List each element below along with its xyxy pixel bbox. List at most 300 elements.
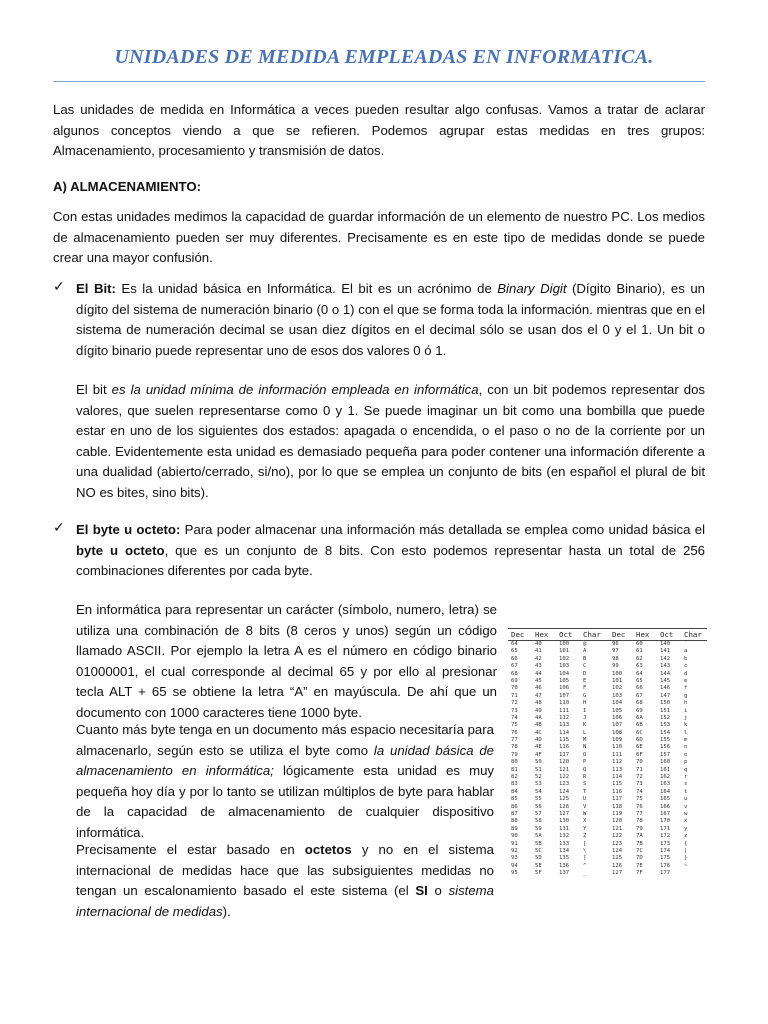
byte4-text-octetos: octetos bbox=[304, 842, 352, 857]
ascii-cell: 56 bbox=[535, 803, 542, 810]
ascii-cell: 73 bbox=[636, 781, 643, 788]
ascii-cell: 111 bbox=[612, 751, 623, 758]
ascii-cell: S bbox=[583, 781, 587, 788]
ascii-cell: 167 bbox=[660, 810, 671, 817]
ascii-cell: 46 bbox=[535, 685, 542, 692]
ascii-cell: j bbox=[684, 714, 688, 721]
ascii-header-cell: Dec bbox=[612, 630, 626, 639]
ascii-cell: 147 bbox=[660, 692, 671, 699]
byte3-text-1: Cuanto más byte tenga en un documento más espacio necesitaría para almacenarlo, según esto se utiliza el byte como bbox=[76, 722, 494, 758]
ascii-cell: 79 bbox=[511, 751, 518, 758]
ascii-cell: P bbox=[583, 759, 587, 766]
ascii-cell: 121 bbox=[559, 766, 570, 773]
ascii-cell: 63 bbox=[636, 663, 643, 670]
ascii-cell: i bbox=[684, 707, 688, 714]
ascii-table bbox=[508, 628, 707, 884]
ascii-cell: 65 bbox=[636, 677, 643, 684]
ascii-table-row bbox=[508, 863, 707, 870]
ascii-cell: 7C bbox=[636, 847, 643, 854]
ascii-cell: 7E bbox=[636, 862, 643, 869]
ascii-header-cell: Dec bbox=[511, 630, 525, 639]
byte4-text-1: Precisamente el estar basado en bbox=[76, 842, 305, 857]
ascii-cell: L bbox=[583, 729, 587, 736]
ascii-cell: 102 bbox=[612, 685, 623, 692]
ascii-cell: 164 bbox=[660, 788, 671, 795]
ascii-cell: 118 bbox=[612, 803, 623, 810]
byte-paragraph-3 bbox=[76, 720, 494, 843]
ascii-cell: 57 bbox=[535, 810, 542, 817]
ascii-header-cell: Char bbox=[684, 630, 702, 639]
ascii-cell: T bbox=[583, 788, 587, 795]
ascii-cell: 6A bbox=[636, 714, 643, 721]
ascii-cell: 6C bbox=[636, 729, 643, 736]
ascii-cell: 67 bbox=[636, 692, 643, 699]
ascii-table-row bbox=[508, 781, 707, 788]
bit2-text-italic: es la unidad mínima de información empleada en informática bbox=[111, 382, 479, 397]
ascii-cell: { bbox=[684, 840, 688, 847]
ascii-cell: g bbox=[684, 692, 688, 699]
byte-check-icon: ✓ bbox=[53, 520, 65, 536]
ascii-cell: 4D bbox=[535, 737, 542, 744]
ascii-cell: 6D bbox=[636, 737, 643, 744]
ascii-cell: 121 bbox=[612, 825, 623, 832]
ascii-text: En informática para representar un carácter (símbolo, numero, letra) se utiliza una combinación de 8 bits (8 ceros y unos) según un código llamado ASCII. Por ejemplo la letra A es el número en código binario 01000001, el cual corresponde al decimal 65 y por ello al presionar tecla ALT + 65 se obtiene la letra “A” en mayúscula. De ahí que un documento con 1000 caracteres tiene 1000 byte. bbox=[76, 602, 497, 720]
ascii-cell: _ bbox=[583, 870, 587, 877]
ascii-cell: 172 bbox=[660, 833, 671, 840]
ascii-table-row bbox=[508, 663, 707, 670]
ascii-cell: 106 bbox=[612, 714, 623, 721]
ascii-cell: 4B bbox=[535, 722, 542, 729]
ascii-cell: 113 bbox=[559, 722, 570, 729]
ascii-header-cell: Char bbox=[583, 630, 601, 639]
ascii-cell: 106 bbox=[559, 685, 570, 692]
byte-paragraph bbox=[76, 520, 705, 582]
ascii-cell: 45 bbox=[535, 677, 542, 684]
ascii-cell: 127 bbox=[559, 810, 570, 817]
ascii-cell: 98 bbox=[612, 655, 619, 662]
ascii-cell: 62 bbox=[636, 655, 643, 662]
bit-text-2: (Dígito Binario), es un dígito del sistema de numeración binario (0 o 1) con el que se forma toda la información. mientras que en el sistema de numeración decimal se usan diez dígitos en el decimal sólo se usan dos el 0 y el 1. Un bit o dígito binario puede representar uno de esos dos valores 0 ó 1. bbox=[76, 281, 705, 358]
ascii-cell: d bbox=[684, 670, 688, 677]
ascii-cell: 47 bbox=[535, 692, 542, 699]
ascii-cell: 152 bbox=[660, 714, 671, 721]
ascii-cell: 114 bbox=[559, 729, 570, 736]
ascii-cell: o bbox=[684, 751, 688, 758]
ascii-cell bbox=[681, 870, 705, 877]
ascii-cell: 51 bbox=[535, 766, 542, 773]
ascii-cell: 53 bbox=[535, 781, 542, 788]
bit-term: El Bit: bbox=[76, 281, 116, 296]
ascii-cell: 86 bbox=[511, 803, 518, 810]
ascii-cell: [ bbox=[583, 840, 587, 847]
ascii-cell: 88 bbox=[511, 818, 518, 825]
ascii-cell: 120 bbox=[559, 759, 570, 766]
ascii-cell: 134 bbox=[559, 847, 570, 854]
ascii-cell: 133 bbox=[559, 840, 570, 847]
ascii-cell: 173 bbox=[660, 840, 671, 847]
ascii-cell: 126 bbox=[612, 862, 623, 869]
ascii-table-row bbox=[508, 641, 707, 648]
ascii-cell: 122 bbox=[612, 833, 623, 840]
ascii-cell: b bbox=[684, 655, 688, 662]
ascii-table-row bbox=[508, 811, 707, 818]
ascii-cell: p bbox=[684, 759, 688, 766]
ascii-table-row bbox=[508, 759, 707, 766]
ascii-cell: 101 bbox=[559, 648, 570, 655]
ascii-cell: 119 bbox=[612, 810, 623, 817]
ascii-cell: 122 bbox=[559, 774, 570, 781]
ascii-cell: 52 bbox=[535, 774, 542, 781]
ascii-cell: 125 bbox=[612, 855, 623, 862]
ascii-cell: 60 bbox=[636, 641, 643, 647]
ascii-cell: 113 bbox=[612, 766, 623, 773]
ascii-cell: 142 bbox=[660, 655, 671, 662]
byte4-text-4: ). bbox=[222, 903, 231, 919]
ascii-cell: u bbox=[684, 796, 688, 803]
ascii-cell: 82 bbox=[511, 774, 518, 781]
ascii-cell: 144 bbox=[660, 670, 671, 677]
ascii-cell: 162 bbox=[660, 774, 671, 781]
ascii-table-row bbox=[508, 737, 707, 744]
ascii-header-cell: Oct bbox=[660, 630, 674, 639]
ascii-cell: G bbox=[583, 692, 587, 699]
ascii-cell: U bbox=[583, 796, 587, 803]
ascii-cell: 44 bbox=[535, 670, 542, 677]
ascii-cell: 58 bbox=[535, 818, 542, 825]
bit-paragraph bbox=[76, 279, 705, 361]
ascii-cell: 66 bbox=[636, 685, 643, 692]
ascii-table-row bbox=[508, 648, 707, 655]
ascii-cell: C bbox=[583, 663, 587, 670]
ascii-cell: 4A bbox=[535, 714, 542, 721]
ascii-cell: 75 bbox=[636, 796, 643, 803]
ascii-cell: 94 bbox=[511, 862, 518, 869]
ascii-cell: q bbox=[684, 766, 688, 773]
ascii-table-row bbox=[508, 693, 707, 700]
ascii-cell: 177 bbox=[660, 870, 671, 877]
ascii-table-row bbox=[508, 708, 707, 715]
ascii-cell: n bbox=[684, 744, 688, 751]
byte-text-1: Para poder almacenar una información más detallada se emplea como unidad básica el bbox=[180, 522, 706, 537]
byte4-text-2: y no en el sistema internacional de medidas hace que las subsiguientes medidas no tengan un escalonamiento basado el este sistema (el bbox=[76, 842, 494, 898]
bit-text-binary-digit: Binary Digit bbox=[497, 281, 567, 296]
ascii-cell: N bbox=[583, 744, 587, 751]
ascii-table-row bbox=[508, 685, 707, 692]
ascii-cell: 67 bbox=[511, 663, 518, 670]
ascii-cell: r bbox=[684, 774, 688, 781]
ascii-cell: 103 bbox=[559, 663, 570, 670]
ascii-cell: 137 bbox=[559, 870, 570, 877]
ascii-cell: 7A bbox=[636, 833, 643, 840]
ascii-cell: 55 bbox=[535, 796, 542, 803]
ascii-cell: 155 bbox=[660, 737, 671, 744]
ascii-cell: 100 bbox=[559, 641, 570, 647]
ascii-cell: 127 bbox=[612, 870, 623, 877]
ascii-cell: 91 bbox=[511, 840, 518, 847]
ascii-cell: 151 bbox=[660, 707, 671, 714]
ascii-cell: 171 bbox=[660, 825, 671, 832]
ascii-cell: 112 bbox=[559, 714, 570, 721]
ascii-cell: 124 bbox=[612, 847, 623, 854]
ascii-cell: 7B bbox=[636, 840, 643, 847]
ascii-cell: 80 bbox=[511, 759, 518, 766]
ascii-cell: 74 bbox=[636, 788, 643, 795]
ascii-cell: 64 bbox=[511, 641, 518, 647]
ascii-cell: 68 bbox=[636, 700, 643, 707]
ascii-cell: s bbox=[684, 781, 688, 788]
ascii-cell: 174 bbox=[660, 847, 671, 854]
ascii-table-row bbox=[508, 870, 707, 877]
ascii-cell: 61 bbox=[636, 648, 643, 655]
ascii-cell: 64 bbox=[636, 670, 643, 677]
ascii-cell: Y bbox=[583, 825, 587, 832]
ascii-cell: 116 bbox=[612, 788, 623, 795]
ascii-header-cell: Hex bbox=[535, 630, 549, 639]
ascii-header-cell: Hex bbox=[636, 630, 650, 639]
ascii-cell: x bbox=[684, 818, 688, 825]
document-title: UNIDADES DE MEDIDA EMPLEADAS EN INFORMATICA. bbox=[114, 46, 654, 68]
ascii-cell: 50 bbox=[535, 759, 542, 766]
ascii-cell: 71 bbox=[636, 766, 643, 773]
ascii-cell: 41 bbox=[535, 648, 542, 655]
section-a-paragraph: Con estas unidades medimos la capacidad de guardar información de un elemento de nuestro PC. Los medios de almacenamiento pueden ser muy diferentes. Precisamente es en este tipo de medidas donde se puede crear una mayor confusión. bbox=[53, 209, 705, 265]
ascii-cell: a bbox=[684, 648, 688, 655]
ascii-cell: 76 bbox=[636, 803, 643, 810]
ascii-cell: 5F bbox=[535, 870, 542, 877]
ascii-cell: R bbox=[583, 774, 587, 781]
ascii-cell: 160 bbox=[660, 759, 671, 766]
bit2-text-1: El bit bbox=[76, 382, 112, 397]
ascii-table-row bbox=[508, 855, 707, 862]
ascii-cell: 157 bbox=[660, 751, 671, 758]
ascii-cell: Z bbox=[583, 833, 587, 840]
ascii-cell: 125 bbox=[559, 796, 570, 803]
ascii-cell: c bbox=[684, 663, 688, 670]
byte4-text-si: SI bbox=[415, 883, 428, 898]
ascii-cell: 130 bbox=[559, 818, 570, 825]
ascii-cell: 43 bbox=[535, 663, 542, 670]
ascii-cell: 116 bbox=[559, 744, 570, 751]
ascii-cell: 70 bbox=[511, 685, 518, 692]
ascii-cell: 100 bbox=[612, 670, 623, 677]
ascii-table-row bbox=[508, 804, 707, 811]
title-divider bbox=[53, 81, 705, 82]
ascii-cell: 59 bbox=[535, 825, 542, 832]
ascii-cell: 5E bbox=[535, 862, 542, 869]
ascii-cell: h bbox=[684, 700, 688, 707]
ascii-cell: Q bbox=[583, 766, 587, 773]
ascii-cell: 115 bbox=[559, 737, 570, 744]
ascii-cell: ~ bbox=[684, 862, 688, 869]
ascii-cell: V bbox=[583, 803, 587, 810]
ascii-cell: 72 bbox=[511, 700, 518, 707]
ascii-cell: \ bbox=[583, 847, 587, 854]
ascii-cell: 141 bbox=[660, 648, 671, 655]
ascii-table-row bbox=[508, 848, 707, 855]
ascii-cell: 123 bbox=[612, 840, 623, 847]
byte-text-2: , que es un conjunto de 8 bits. Con esto podemos representar hasta un total de 256 combinaciones diferentes por cada byte. bbox=[76, 542, 705, 578]
bit-check-icon: ✓ bbox=[53, 279, 65, 295]
ascii-cell: 163 bbox=[660, 781, 671, 788]
ascii-cell: 154 bbox=[660, 729, 671, 736]
ascii-cell: 70 bbox=[636, 759, 643, 766]
ascii-cell: 150 bbox=[660, 700, 671, 707]
ascii-cell: 103 bbox=[612, 692, 623, 699]
ascii-cell: } bbox=[684, 855, 688, 862]
ascii-cell: 110 bbox=[559, 700, 570, 707]
ascii-cell: 4E bbox=[535, 744, 542, 751]
ascii-cell: 69 bbox=[636, 707, 643, 714]
ascii-cell: 107 bbox=[559, 692, 570, 699]
ascii-cell: 102 bbox=[559, 655, 570, 662]
bit-paragraph-2 bbox=[76, 380, 705, 503]
section-a-heading: A) ALMACENAMIENTO: bbox=[53, 179, 201, 194]
ascii-cell: 78 bbox=[511, 744, 518, 751]
ascii-table-body bbox=[508, 641, 707, 878]
ascii-cell: t bbox=[684, 788, 688, 795]
ascii-cell: O bbox=[583, 751, 587, 758]
ascii-cell: m bbox=[684, 737, 688, 744]
byte4-text-3: o bbox=[427, 883, 449, 898]
ascii-table-row bbox=[508, 678, 707, 685]
ascii-cell: 153 bbox=[660, 722, 671, 729]
ascii-table-row bbox=[508, 722, 707, 729]
ascii-cell: 104 bbox=[559, 670, 570, 677]
ascii-cell: 131 bbox=[559, 825, 570, 832]
ascii-table-row bbox=[508, 789, 707, 796]
ascii-cell: F bbox=[583, 685, 587, 692]
ascii-cell: 6F bbox=[636, 751, 643, 758]
ascii-cell: 101 bbox=[612, 677, 623, 684]
ascii-cell: 81 bbox=[511, 766, 518, 773]
ascii-cell: 175 bbox=[660, 855, 671, 862]
ascii-cell: 161 bbox=[660, 766, 671, 773]
byte3-text-italic: la unidad básica de almacenamiento en informática; bbox=[76, 742, 495, 778]
ascii-cell: 109 bbox=[612, 737, 623, 744]
ascii-cell: 6B bbox=[636, 722, 643, 729]
ascii-cell: 176 bbox=[660, 862, 671, 869]
ascii-cell: 73 bbox=[511, 707, 518, 714]
ascii-cell: 74 bbox=[511, 714, 518, 721]
ascii-table-row bbox=[508, 841, 707, 848]
ascii-cell: X bbox=[583, 818, 587, 825]
ascii-table-row bbox=[508, 818, 707, 825]
ascii-cell: w bbox=[684, 810, 688, 817]
ascii-table-row bbox=[508, 730, 707, 737]
ascii-table-row bbox=[508, 752, 707, 759]
ascii-cell: 77 bbox=[511, 737, 518, 744]
ascii-cell: 4C bbox=[535, 729, 542, 736]
ascii-cell: 75 bbox=[511, 722, 518, 729]
ascii-cell: 120 bbox=[612, 818, 623, 825]
ascii-cell: 85 bbox=[511, 796, 518, 803]
ascii-cell: 97 bbox=[612, 648, 619, 655]
ascii-cell: 42 bbox=[535, 655, 542, 662]
ascii-table-row bbox=[508, 833, 707, 840]
ascii-cell: 104 bbox=[612, 700, 623, 707]
ascii-cell: 107 bbox=[612, 722, 623, 729]
ascii-cell: 126 bbox=[559, 803, 570, 810]
ascii-cell: A bbox=[583, 648, 587, 655]
ascii-cell: 5B bbox=[535, 840, 542, 847]
byte-term: El byte u octeto: bbox=[76, 522, 181, 537]
ascii-cell: 114 bbox=[612, 774, 623, 781]
ascii-cell: 93 bbox=[511, 855, 518, 862]
ascii-table-row bbox=[508, 767, 707, 774]
ascii-cell: 117 bbox=[559, 751, 570, 758]
ascii-cell: E bbox=[583, 677, 587, 684]
ascii-cell: 5C bbox=[535, 847, 542, 854]
ascii-table-row bbox=[508, 671, 707, 678]
intro-paragraph: Las unidades de medida en Informática a veces pueden resultar algo confusas. Vamos a tratar de aclarar algunos conceptos viendo a que se refieren. Podemos agrupar estas medidas en tres grupos: Almacenamiento, procesamiento y transmisión de datos. bbox=[53, 102, 705, 158]
ascii-cell: 110 bbox=[612, 744, 623, 751]
ascii-cell: 165 bbox=[660, 796, 671, 803]
ascii-cell: v bbox=[684, 803, 688, 810]
ascii-cell: 117 bbox=[612, 796, 623, 803]
ascii-cell: W bbox=[583, 810, 587, 817]
byte-paragraph-4 bbox=[76, 840, 494, 922]
ascii-cell: 143 bbox=[660, 663, 671, 670]
ascii-cell: ^ bbox=[583, 862, 587, 869]
ascii-header-cell: Oct bbox=[559, 630, 573, 639]
ascii-cell: l bbox=[684, 729, 688, 736]
ascii-cell: 4F bbox=[535, 751, 542, 758]
ascii-table-header bbox=[508, 629, 707, 641]
ascii-cell: 140 bbox=[660, 641, 671, 647]
ascii-cell: J bbox=[583, 714, 587, 721]
ascii-table-row bbox=[508, 656, 707, 663]
ascii-cell: 95 bbox=[511, 870, 518, 877]
ascii-cell: @ bbox=[583, 641, 587, 647]
ascii-cell: z bbox=[684, 833, 688, 840]
bit-text-1: Es la unidad básica en Informática. El bit es un acrónimo de bbox=[115, 281, 498, 296]
ascii-cell: 72 bbox=[636, 774, 643, 781]
ascii-cell: 136 bbox=[559, 862, 570, 869]
ascii-cell: 146 bbox=[660, 685, 671, 692]
ascii-table-row bbox=[508, 826, 707, 833]
byte4-text-italic: sistema internacional de medidas bbox=[76, 883, 494, 919]
ascii-cell: 89 bbox=[511, 825, 518, 832]
ascii-cell: 111 bbox=[559, 707, 570, 714]
ascii-cell: 6E bbox=[636, 744, 643, 751]
ascii-cell: y bbox=[684, 825, 688, 832]
ascii-cell: ] bbox=[583, 855, 587, 862]
ascii-cell: 83 bbox=[511, 781, 518, 788]
ascii-cell: 5A bbox=[535, 833, 542, 840]
ascii-cell: f bbox=[684, 685, 688, 692]
ascii-cell: 7F bbox=[636, 870, 643, 877]
ascii-cell: 87 bbox=[511, 810, 518, 817]
ascii-cell: 108 bbox=[612, 729, 623, 736]
ascii-cell: 49 bbox=[535, 707, 542, 714]
ascii-cell: 112 bbox=[612, 759, 623, 766]
ascii-cell: K bbox=[583, 722, 587, 729]
bit2-text-2: , con un bit podemos representar dos valores, que suelen representarse como 0 y 1. Se puede imaginar un bit como una bombilla que puede estar en uno de los siguientes dos estados: apagada o encendida, o el paso o no de la corriente por un cable. Evidentemente esta unidad es demasiado pequeña para poder contener una información diferente a una dualidad (abierto/cerrado, si/no), por lo que se emplea un conjunto de bits (en español el plural de bit NO es bites, sino bits). bbox=[76, 382, 705, 500]
ascii-cell: 105 bbox=[559, 677, 570, 684]
ascii-table-row bbox=[508, 700, 707, 707]
ascii-cell: 170 bbox=[660, 818, 671, 825]
ascii-cell: 7D bbox=[636, 855, 643, 862]
ascii-cell: 54 bbox=[535, 788, 542, 795]
ascii-cell: 69 bbox=[511, 677, 518, 684]
ascii-cell: 145 bbox=[660, 677, 671, 684]
ascii-cell: 48 bbox=[535, 700, 542, 707]
ascii-cell: 96 bbox=[612, 641, 619, 647]
ascii-cell: 84 bbox=[511, 788, 518, 795]
ascii-cell: k bbox=[684, 722, 688, 729]
ascii-cell: ` bbox=[684, 641, 688, 647]
ascii-cell: 79 bbox=[636, 825, 643, 832]
